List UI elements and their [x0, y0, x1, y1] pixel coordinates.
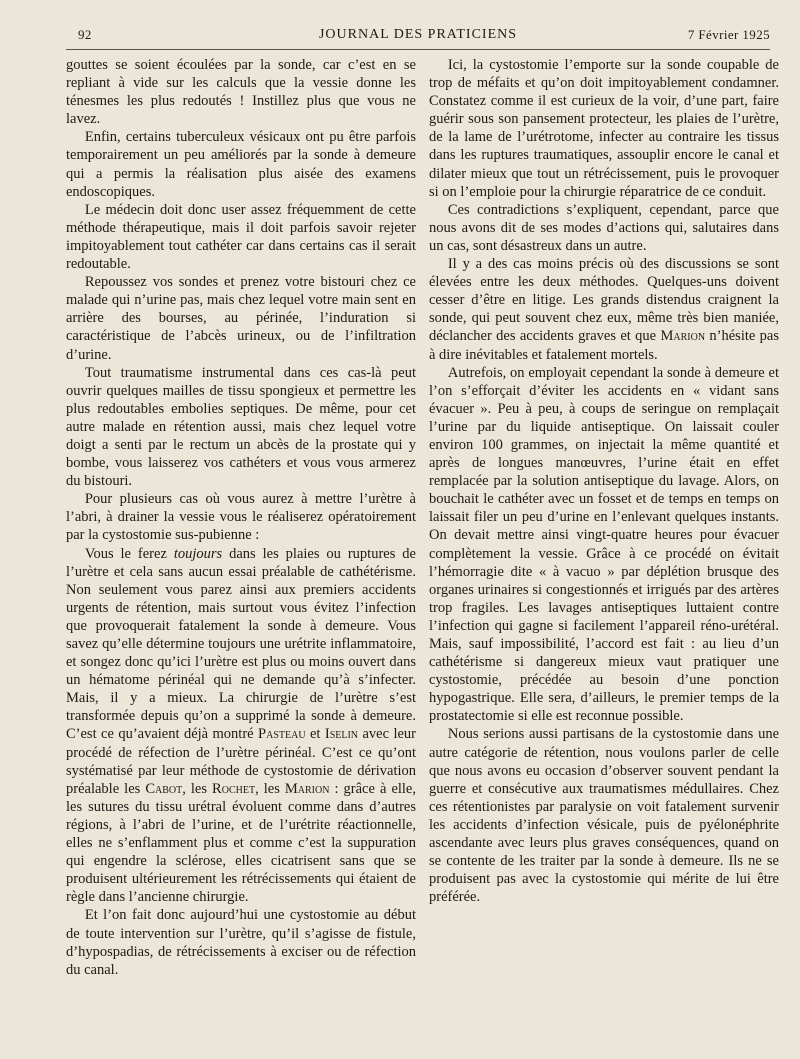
- paragraph-p2: [66, 128, 416, 200]
- author-name: Marion: [284, 780, 330, 797]
- issue-date: 7 Février 1925: [687, 27, 770, 42]
- text-run: dans les plaies ou ruptures de l’urètre et cela sans aucun essai préalable de cathétérisme. Non seulement vous parez ainsi aux premiers accidents urgents de rétention, mais surtout vous évitez l’infection que provoquerait fatalement la sonde à demeure. Vous savez qu’elle détermine toujours une urétrite inflammatoire, et songez donc qu’ici l’urètre est plus ou moins ouvert dans un hématome périnéal qui ne demande qu’à s’infecter. Mais, il y a mieux. La chirurgie de l’urètre s’est transformée depuis qu’on a supprimé la sonde à demeure. C’est ce qu’avaient déjà montré: [66, 545, 416, 743]
- journal-title: JOURNAL DES PRATICIENS: [318, 27, 518, 42]
- text-run: Nous serions aussi partisans de la cystostomie dans une autre catégorie de rétention, nous voulons parler de celle que nous avons eu occasion d’observer souvent pendant la guerre et consécutive aux traumatismes médullaires. Chez ces rétentionistes par paralysie on voit fatalement survenir les accidents d’infection vésicale, puis de pyélonéphrite ascendante avec leurs plus graves conséquences, quand on se contente de les traiter par la sonde à demeure. Ils ne se produisent pas avec la cystostomie qui mérite de lui être préférée.: [429, 726, 779, 906]
- text-run: , les: [182, 780, 213, 797]
- paragraph-p8: [66, 906, 416, 978]
- paragraph-p1: [66, 56, 416, 128]
- text-run: avec leur procédé de réfection de l’urètre périnéal. C’est ce qu’ont systématisé par leur méthode de cystostomie de dérivation préalable les: [66, 726, 416, 797]
- text-run: Vous le ferez: [84, 545, 174, 562]
- author-name: Pasteau: [258, 726, 306, 743]
- paragraph-p6: [66, 490, 416, 544]
- text-run: Il y a des cas moins précis où des discussions se sont élevées entre les deux méthodes. Quelques-uns doivent cesser d’être en litige. Les grands distendus craignent la sonde, qui peut souvent chez eux, même très bien maniée, déclancher des accidents graves et que: [429, 256, 779, 345]
- author-name: Iselin: [324, 726, 359, 743]
- paragraph-p9: [429, 56, 779, 201]
- author-name: Rochet: [212, 780, 256, 797]
- header-rule: [66, 49, 770, 50]
- text-run: Enfin, certains tuberculeux vésicaux ont pu être parfois temporairement un peu améliorés par la sonde à demeure qui a permis la réalisation plus aisée des examens endoscopiques.: [66, 129, 416, 200]
- paragraph-p7: [66, 545, 416, 907]
- paragraph-p3: [66, 201, 416, 273]
- paragraph-p4: [66, 273, 416, 363]
- text-run: Repoussez vos sondes et prenez votre bistouri chez ce malade qui n’urine pas, mais chez lequel votre main sent en arrière des bourses, au périnée, l’induration si caractéristique de l’abcès urineux, ou de l’infiltration d’urine.: [66, 274, 416, 363]
- right-column: [429, 56, 779, 906]
- text-run: Autrefois, on employait cependant la sonde à demeure et l’on s’efforçait d’éviter les accidents en « vidant sans évacuer ». Peu à peu, à coups de seringue on remplaçait l’urine par du liquide antiseptique. On laissait couler environ 100 grammes, on injectait la même quantité et après de longues manœuvres, l’urine était en effet remplacée par la solution antiseptique du lavage. Alors, on bouchait le cathéter avec un fosset et de temps en temps on laissait filer un peu d’urine en l’enlevant quelques instants. On devait mettre ainsi vingt-quatre heures pour évacuer complètement la vessie. Grâce à ce procédé on évitait l’hémorragie dite « à vacuo » par déplétion brusque des organes urinaires si congestionnés et irrigués par des artères trop fragiles. Les lavages antiseptiques luttaient contre l’infection qui gagne si facilement l’appareil réno-urétéral. Mais, sauf impossibilité, l’accord est fait : au lieu d’un cathétérisme si dangereux mieux vaut pratiquer une cystostomie, précédée au besoin d’une ponction hypogastrique. Elle sera, d’ailleurs, le premier temps de la prostatectomie si elle est reconnue possible.: [429, 364, 779, 725]
- text-run: n’hésite pas à dire inévitables et fatalement mortels.: [429, 328, 779, 363]
- paragraph-p11: [429, 255, 779, 364]
- page-number: 92: [78, 27, 92, 42]
- text-run: Ces contradictions s’expliquent, cependant, parce que nous avons dit de ses modes d’actions qui, salutaires dans un cas, sont désastreux dans un autre.: [429, 201, 779, 254]
- text-run: et: [305, 726, 325, 743]
- text-run: Et l’on fait donc aujourd’hui une cystostomie au début de toute intervention sur l’urètre, qu’il s’agisse de fistule, d’hypospadias, de rétrécissements à exciser ou de réfection du canal.: [66, 907, 416, 978]
- author-name: Cabot: [145, 780, 183, 797]
- running-head: [66, 27, 770, 47]
- author-name: Marion: [660, 328, 706, 345]
- text-run: : grâce à elle, les sutures du tissu urétral évoluent comme dans d’autres régions, à l’abri de l’urine, et de l’urétrite réactionnelle, elles ne s’enflamment plus et comme c’est la suppuration qui engendre la sclérose, elles cicatrisent sans que se produisent ultérieurement les rétrécissements qui étaient de règle dans l’ancienne chirurgie.: [66, 780, 416, 906]
- text-run: Le médecin doit donc user assez fréquemment de cette méthode thérapeutique, mais il doit parfois savoir rejeter impitoyablement tout cathéter car dans certains cas il serait redoutable.: [66, 201, 416, 273]
- left-column: [66, 56, 416, 979]
- paragraph-p12: [429, 364, 779, 726]
- text-run: gouttes se soient écoulées par la sonde, car c’est en se repliant à vide sur les calculs que la vessie donne les ténesmes les plus redoutés ! Instillez plus que vous ne lavez.: [66, 57, 416, 128]
- emphasis: toujours: [173, 545, 223, 562]
- paragraph-p5: [66, 364, 416, 491]
- text-run: Pour plusieurs cas où vous aurez à mettre l’urètre à l’abri, à drainer la vessie vous le réaliserez opératoirement par la cystostomie sus-pubienne :: [66, 491, 416, 544]
- paragraph-p10: [429, 201, 779, 255]
- paragraph-p13: [429, 725, 779, 906]
- text-run: Ici, la cystostomie l’emporte sur la sonde coupable de trop de méfaits et qu’on doit impitoyablement condamner. Constatez comme il est curieux de la voir, d’une part, faire guérir sous son pansement protecteur, les plaies de l’urètre, de la lame de l’urétrotome, infecter au contraire les tissus dans les ruptures traumatiques, assouplir encore le canal et dilater mieux que tout un rétrécissement, puis le provoquer si on l’emploie pour la chirurgie réparatrice de ce conduit.: [429, 57, 779, 200]
- text-run: Tout traumatisme instrumental dans ces cas-là peut ouvrir quelques mailles de tissu spongieux et permettre les plus redoutables embolies septiques. De même, pour cet autre malade en rétention aussi, mais chez lequel votre doigt a senti par le rectum un abcès de la prostate qui y bombe, vous laisserez vos cathéters et vous vous armerez du bistouri.: [66, 364, 416, 490]
- text-run: , les: [255, 780, 285, 797]
